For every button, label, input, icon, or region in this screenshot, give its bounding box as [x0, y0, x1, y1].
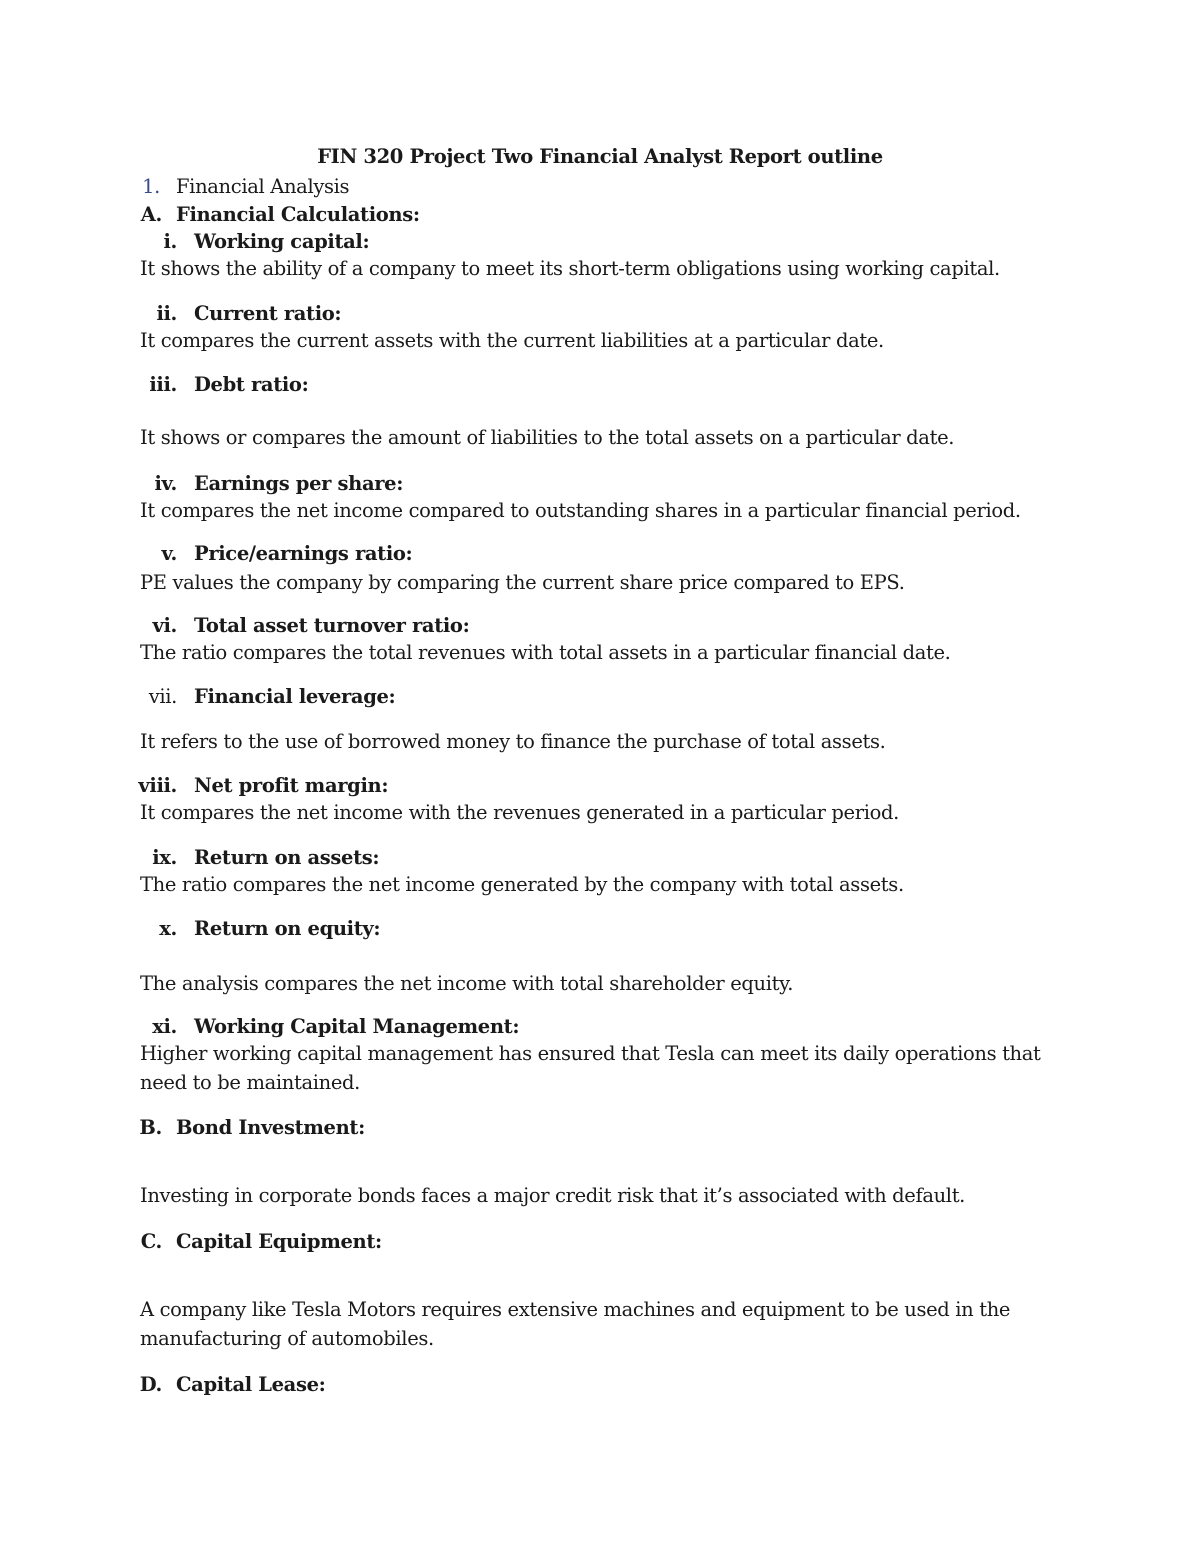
item-text: It compares the net income with the revenues generated in a particular period.: [140, 801, 899, 824]
item-text: The ratio compares the total revenues with total assets in a particular financial date.: [140, 641, 951, 664]
item-text: The analysis compares the net income with total shareholder equity.: [140, 972, 794, 995]
item-text: It refers to the use of borrowed money to finance the purchase of total assets.: [140, 730, 886, 753]
section-text: Investing in corporate bonds faces a major credit risk that it’s associated with default.: [140, 1184, 966, 1207]
item-number: iii.: [149, 373, 177, 396]
item-text: PE values the company by comparing the current share price compared to EPS.: [140, 571, 905, 594]
subsection-letter: B.: [139, 1116, 162, 1139]
item-number: x.: [159, 917, 177, 940]
item-number: iv.: [154, 472, 177, 495]
item-text: Higher working capital management has ensured that Tesla can meet its daily operations that: [140, 1042, 1041, 1065]
subsection-letter: C.: [140, 1230, 162, 1253]
item-heading: Current ratio:: [194, 302, 342, 325]
item-heading: Working capital:: [194, 230, 370, 253]
subsection-heading: Financial Calculations:: [176, 203, 420, 226]
item-number: ii.: [156, 302, 177, 325]
item-heading: Return on equity:: [194, 917, 381, 940]
item-number: xi.: [152, 1015, 177, 1038]
section-text: A company like Tesla Motors requires extensive machines and equipment to be used in the: [140, 1298, 1011, 1321]
subsection-letter: D.: [139, 1373, 162, 1396]
item-heading: Earnings per share:: [194, 472, 404, 495]
document-title: FIN 320 Project Two Financial Analyst Report outline: [317, 145, 883, 168]
item-text: need to be maintained.: [140, 1071, 361, 1094]
item-heading: Total asset turnover ratio:: [194, 614, 470, 637]
subsection-heading: Capital Equipment:: [176, 1230, 382, 1253]
item-heading: Return on assets:: [194, 846, 380, 869]
item-number: ix.: [152, 846, 177, 869]
subsection-letter: A.: [140, 203, 162, 226]
item-heading: Financial leverage:: [194, 685, 396, 708]
item-number: i.: [163, 230, 177, 253]
item-heading: Price/earnings ratio:: [194, 542, 413, 565]
item-heading: Net profit margin:: [194, 774, 389, 797]
subsection-heading: Bond Investment:: [176, 1116, 365, 1139]
item-text: It compares the net income compared to outstanding shares in a particular financial period.: [140, 499, 1021, 522]
item-heading: Working Capital Management:: [194, 1015, 520, 1038]
item-text: The ratio compares the net income generated by the company with total assets.: [140, 873, 904, 896]
subsection-heading: Capital Lease:: [176, 1373, 326, 1396]
section-heading: Financial Analysis: [176, 175, 350, 198]
item-text: It shows the ability of a company to meet its short-term obligations using working capital.: [140, 257, 1000, 280]
item-heading: Debt ratio:: [194, 373, 309, 396]
item-number: viii.: [138, 774, 177, 797]
section-text: manufacturing of automobiles.: [140, 1327, 434, 1350]
item-number: v.: [161, 542, 177, 565]
item-text: It shows or compares the amount of liabilities to the total assets on a particular date.: [140, 426, 955, 449]
item-text: It compares the current assets with the current liabilities at a particular date.: [140, 329, 884, 352]
item-number: vi.: [152, 614, 177, 637]
section-number: 1.: [142, 175, 160, 198]
item-number: vii.: [148, 685, 177, 708]
